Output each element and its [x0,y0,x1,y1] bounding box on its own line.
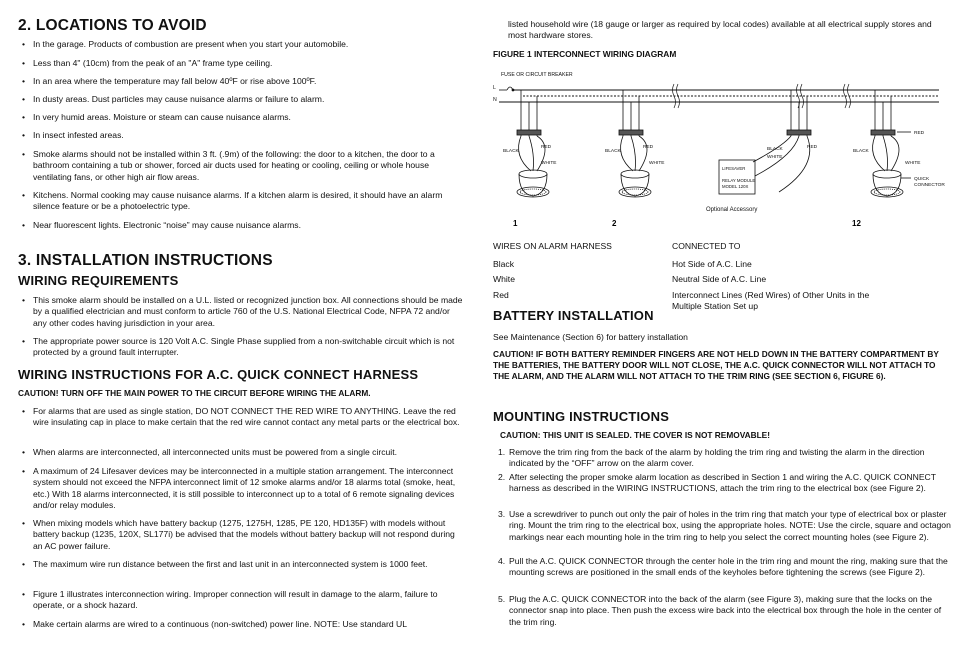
list-item: • For alarms that are used as single station, DO NOT CONNECT THE RED WIRE TO ANYTHING. Leave the red wire insulating cap in place to make certain that the red wire cannot contact any metal parts or the electrical box. [20,406,463,429]
unit12-white: WHITE [905,161,921,166]
battery-heading: BATTERY INSTALLATION [493,308,654,323]
quick-connector-label-2: CONNECTOR [914,183,945,188]
continuation-text: listed household wire (18 gauge or larger as required by local codes) available at all electrical supply stores and most hardware stores. [508,19,932,41]
battery-text: See Maintenance (Section 6) for battery installation [493,332,688,342]
list-item: • A maximum of 24 Lifesaver devices may be interconnected in a multiple station arrangement. The interconnect system should not exceed the NFPA interconnect limit of 12 smoke alarms and/or 18 alarms total (smoke, heat, etc.) With 18 alarms interconnected, it is still possible to interconnect up to a total of 6 remote signaling devices and/or relay modules. [20,466,463,512]
section2-title: 2. LOCATIONS TO AVOID [18,17,207,34]
list-item: • In the garage. Products of combustion are present when you start your automobile. [20,39,463,50]
l-label: L [493,85,496,91]
unit12-black: BLACK [853,149,869,154]
list-item: • In dusty areas. Dust particles may cause nuisance alarms or failure to alarm. [20,94,463,105]
relay-black: BLACK [767,147,783,152]
mounting-step: 1. Remove the trim ring from the back of the alarm by holding the trim ring and twisting the alarm in the direction indicated by the “OFF” arrow on the alarm cover. [498,447,925,469]
relay-white: WHITE [767,155,783,160]
wires-header-right: CONNECTED TO [672,241,741,251]
list-item: • In insect infested areas. [20,130,463,141]
unit1-red: RED [541,145,552,150]
quick-connector-label-1: QUICK [914,177,930,182]
relay-label-1: LIFESAVER [722,166,746,171]
wire-red: Red [493,290,509,300]
wire-black: Black [493,259,515,269]
mounting-heading: MOUNTING INSTRUCTIONS [493,409,670,424]
mounting-caution: CAUTION: THIS UNIT IS SEALED. THE COVER IS NOT REMOVABLE! [500,430,770,440]
unit1-white: WHITE [541,161,557,166]
unit2-black: BLACK [605,149,621,154]
mounting-step: 3. Use a screwdriver to punch out only the pair of holes in the trim ring that match your type of electrical box or plaster ring. Mount the trim ring to the electrical box, using the appropriate holes. NOTE: Use the circle, square and octagon markings near each mounting hole in the trim ring to help you select the correct mounting holes (see Figure 2). [498,509,951,542]
wire-red-connection: Interconnect Lines (Red Wires) of Other Units in the Multiple Station Set up [672,290,870,312]
power-caution: CAUTION! TURN OFF THE MAIN POWER TO THE CIRCUIT BEFORE WIRING THE ALARM. [18,388,371,398]
fuse-icon [499,87,514,91]
wire-black-connection: Hot Side of A.C. Line [672,259,752,269]
section3-title: 3. INSTALLATION INSTRUCTIONS [18,252,273,269]
relay-red: RED [807,145,818,150]
wiring-requirements-heading: WIRING REQUIREMENTS [18,273,179,288]
mounting-step: 2. After selecting the proper smoke alarm location as described in Section 1 and wiring the A.C. QUICK CONNECT harness as described in the WIRING INSTRUCTIONS, attach the trim ring to the electrical box (see Figure 2). [498,472,936,494]
n-label: N [493,97,497,103]
wires-header-left: WIRES ON ALARM HARNESS [493,241,612,251]
mounting-step: 4. Pull the A.C. QUICK CONNECTOR through the center hole in the trim ring and mount the ring, making sure that the mounting screws are positioned in the small ends of the keyholes before tightening the screws (see Figure 2). [498,556,948,578]
relay-label-2: RELAY MODULE [722,178,756,183]
quick-connect-heading: WIRING INSTRUCTIONS FOR A.C. QUICK CONNECT HARNESS [18,367,419,382]
unit2-white: WHITE [649,161,665,166]
list-item: • The appropriate power source is 120 Volt A.C. Single Phase supplied from a non-switchable circuit which is not protected by a ground fault interrupter. [20,336,463,359]
unit2-number: 2 [612,219,617,228]
list-item: • Near fluorescent lights. Electronic “noise” may cause nuisance alarms. [20,220,463,231]
list-item: • Smoke alarms should not be installed within 3 ft. (.9m) of the following: the door to a kitchen, the door to a bathroom containing a tub or shower, forced air ducts used for heating or cooling, ceiling or whole house ventilating fans, or other high air flow areas. [20,149,463,183]
relay-label-3: MODEL 120X [722,184,749,189]
battery-caution: CAUTION! IF BOTH BATTERY REMINDER FINGERS ARE NOT HELD DOWN IN THE BATTERY COMPARTMENT BY THE BATTERIES, THE BATTERY DOOR WILL NOT CLOSE, THE A.C. QUICK CONNECTOR WILL NOT ATTACH TO THE ALARM, AND THE ALARM WILL NOT ATTACH TO THE TRIM RING (SEE SECTION 6, FIGURE 6). [493,349,939,381]
unit12-number: 12 [852,219,861,228]
figure-title: FIGURE 1 INTERCONNECT WIRING DIAGRAM [493,49,677,59]
list-item: • Less than 4" (10cm) from the peak of an "A" frame type ceiling. [20,58,463,69]
wire-white-connection: Neutral Side of A.C. Line [672,274,767,284]
list-item: • Kitchens. Normal cooking may cause nuisance alarms. If a kitchen alarm is desired, it should have an alarm silence feature or be a photoelectric type. [20,190,463,213]
list-item: • The maximum wire run distance between the first and last unit in an interconnected system is 1000 feet. [20,559,463,570]
unit1-black: BLACK [503,149,519,154]
list-item: • In very humid areas. Moisture or steam can cause nuisance alarms. [20,112,463,123]
unit1-number: 1 [513,219,518,228]
list-item: • In an area where the temperature may fall below 40ºF or rise above 100ºF. [20,76,463,87]
unit12-red: RED [914,131,925,136]
fuse-label: FUSE OR CIRCUIT BREAKER [501,72,573,78]
list-item: • Figure 1 illustrates interconnection wiring. Improper connection will result in damage to the alarm, failure to operate, or a shock hazard. [20,589,463,612]
unit2-red: RED [643,145,654,150]
wire-white: White [493,274,515,284]
list-item: • This smoke alarm should be installed on a U.L. listed or recognized junction box. All connections should be made by a qualified electrician and must conform to article 760 of the U.S. National Electrical Code, NFPA 72 and/or any other codes having jurisdiction in your area. [20,295,463,329]
list-item: • When alarms are interconnected, all interconnected units must be powered from a single circuit. [20,447,463,458]
optional-accessory-label: Optional Accessory [706,207,758,213]
mounting-step: 5. Plug the A.C. QUICK CONNECTOR into the back of the alarm (see Figure 3), making sure that the locks on the connector snap into place. Then push the excess wire back into the electrical box through the hole in the center of the trim ring. [498,594,942,627]
interconnect-wiring-diagram [493,66,945,232]
list-item: • When mixing models which have battery backup (1275, 1275H, 1285, PE 120, HD135F) with models without battery backup (1235, 120X, SL177i) be advised that the models without battery backup will not respond during an AC power failure. [20,518,463,552]
list-item: • Make certain alarms are wired to a continuous (non-switched) power line. NOTE: Use standard UL [20,619,473,630]
